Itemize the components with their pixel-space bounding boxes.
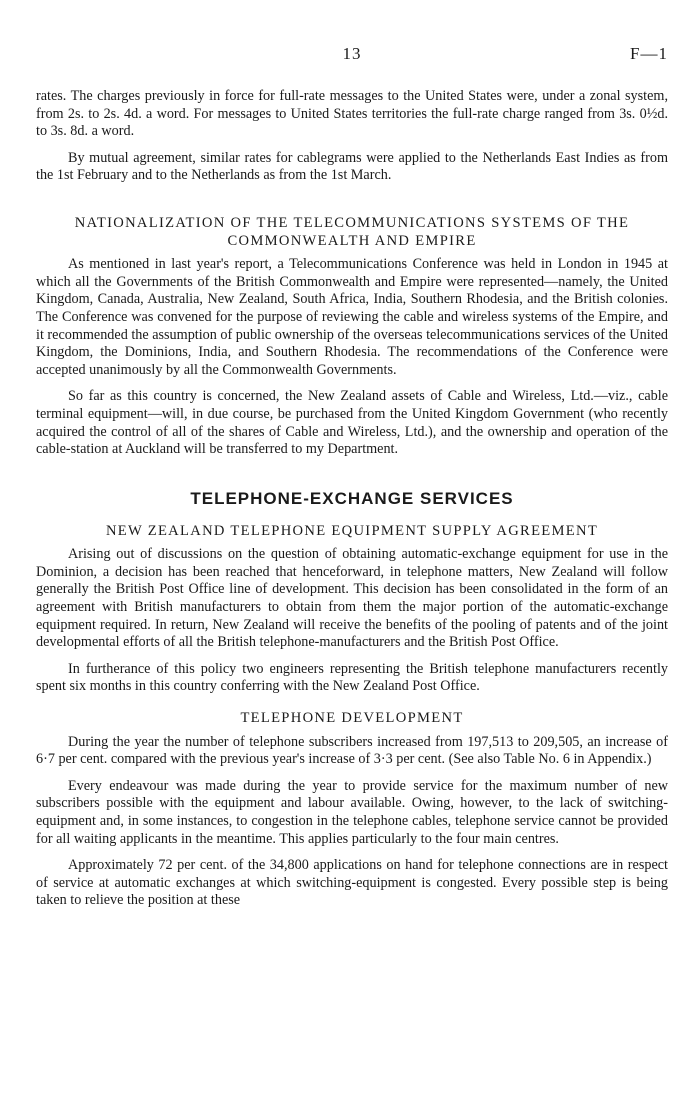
paragraph-subscribers: During the year the number of telephone subscribers increased from 197,513 to 209,505, an increase of 6·7 per cent. compared with the previous year's increase of 3·3 per cent. (See also Table No. 6 in Appendix.) <box>36 733 668 768</box>
document-body <box>36 88 668 919</box>
heading-equipment-supply-agreement: NEW ZEALAND TELEPHONE EQUIPMENT SUPPLY AGREEMENT <box>105 522 599 539</box>
page-number: 13 <box>342 44 362 63</box>
paragraph-endeavour: Every endeavour was made during the year to provide service for the maximum number of new subscribers possible with the equipment and labour available. Owing, however, to the lack of switching-equipment and, in some instances, to congestion in the telephone cables, telephone service cannot be provided for all waiting applicants in the meantime. This applies particularly to the four main centres. <box>36 777 668 847</box>
paragraph-conference: As mentioned in last year's report, a Telecommunications Conference was held in London in 1945 at which all the Governments of the British Commonwealth and Empire were represented—namely, the United Kingdom, Canada, Australia, New Zealand, South Africa, India, Southern Rhodesia, and the British colonies. The Conference was convened for the purpose of reviewing the cable and wireless systems of the Empire, and it recommended the assumption of public ownership of the overseas telecommunications services of the United Kingdom, the Dominions, India, and Southern Rhodesia. The recommendations of the Conference were accepted unanimously by all the Commonwealth Governments. <box>36 256 668 378</box>
paragraph-cable-wireless: So far as this country is concerned, the New Zealand assets of Cable and Wireless, Ltd.—viz., cable terminal equipment—will, in due course, be purchased from the United Kingdom Government (who recently acquired the control of all of the shares of Cable and Wireless, Ltd.), and the ownership and operation of the cable-station at Auckland will be transferred to my Department. <box>36 388 668 458</box>
paragraph-applications: Approximately 72 per cent. of the 34,800 applications on hand for telephone connections are in respect of service at automatic exchanges at which switching-equipment is congested. Every possible step is being taken to relieve the position at these <box>36 857 668 909</box>
heading-telephone-development: TELEPHONE DEVELOPMENT <box>240 710 464 727</box>
page-header <box>36 44 668 68</box>
paragraph-netherlands: By mutual agreement, similar rates for cablegrams were applied to the Netherlands East Indies as from the 1st February and to the Netherlands as from the 1st March. <box>36 149 668 184</box>
section-code: F—1 <box>630 44 668 63</box>
heading-telephone-exchange-services: TELEPHONE-EXCHANGE SERVICES <box>190 488 514 508</box>
paragraph-engineers: In furtherance of this policy two engineers representing the British telephone manufacturers recently spent six months in this country conferring with the New Zealand Post Office. <box>36 660 668 695</box>
heading-nationalization: NATIONALIZATION OF THE TELECOMMUNICATIONS SYSTEMS OF THE COMMONWEALTH AND EMPIRE <box>74 214 630 249</box>
paragraph-agreement: Arising out of discussions on the question of obtaining automatic-exchange equipment for use in the Dominion, a decision has been reached that henceforward, in telephone matters, New Zealand will follow generally the British Post Office line of development. This decision has been consolidated in the form of an agreement with British manufacturers to obtain from them the major portion of the automatic-exchange equipment required. In return, New Zealand will receive the benefits of the pooling of patents and of the joint developmental efforts of all the British telephone-manufacturers and the British Post Office. <box>36 546 668 651</box>
paragraph-rates: rates. The charges previously in force for full-rate messages to the United States were, under a zonal system, from 2s. to 2s. 4d. a word. For messages to United States territories the full-rate charge ranged from 3s. 0½d. to 3s. 8d. a word. <box>36 88 668 140</box>
